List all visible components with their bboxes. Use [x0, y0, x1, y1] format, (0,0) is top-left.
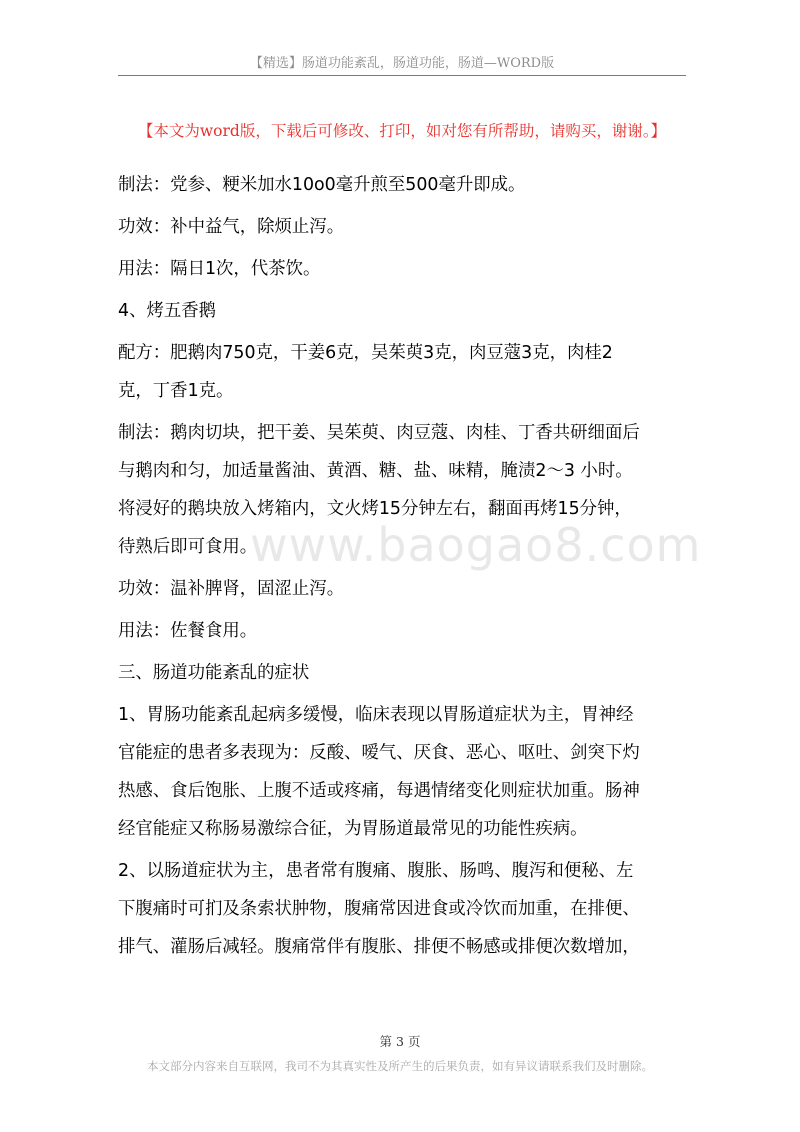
paragraph-line: 克，丁香1克。 [118, 381, 234, 401]
header-title: 【精选】肠道功能紊乱，肠道功能，肠道—WORD版 [249, 56, 555, 71]
watermark: www.baogao8.com [250, 518, 702, 572]
document-body [118, 166, 702, 966]
paragraph-line: 2、以肠道症状为主，患者常有腹痛、腹胀、肠鸣、腹泻和便秘、左 [118, 861, 634, 881]
paragraph-line: 将浸好的鹅块放入烤箱内，文火烤15分钟左右，翻面再烤15分钟， [118, 499, 632, 519]
paragraph-line: 经官能症又称肠易激综合征，为胃肠道最常见的功能性疾病。 [118, 819, 588, 839]
download-notice: 【本文为word版，下载后可修改、打印，如对您有所帮助，请购买，谢谢。】 [137, 122, 667, 140]
paragraph-line: 1、胃肠功能紊乱起病多缓慢，临床表现以胃肠道症状为主，胃神经 [118, 705, 634, 725]
paragraph-line: 排气、灌肠后减轻。腹痛常伴有腹胀、排便不畅感或排便次数增加， [118, 937, 640, 957]
paragraph-line: 用法：佐餐食用。 [118, 621, 258, 641]
paragraph-line: 热感、食后饱胀、上腹不适或疼痛，每遇情绪变化则症状加重。肠神 [118, 781, 640, 801]
paragraph-line: 待熟后即可食用。 [118, 537, 258, 557]
paragraph-line: 制法：鹅肉切块，把干姜、吴茱萸、肉豆蔻、肉桂、丁香共研细面后 [118, 423, 640, 443]
paragraph-line: 下腹痛时可扪及条索状肿物，腹痛常因进食或冷饮而加重，在排便、 [118, 899, 640, 919]
section-heading: 4、烤五香鹅 [118, 301, 217, 321]
paragraph-line: 配方：肥鹅肉750克，干姜6克，吴茱萸3克，肉豆蔻3克，肉桂2 [118, 343, 613, 363]
section-heading: 三、肠道功能紊乱的症状 [118, 663, 310, 683]
page-number: 第 3 页 [379, 1034, 421, 1049]
paragraph-line: 用法：隔日1次，代茶饮。 [118, 259, 321, 279]
paragraph-line: 功效：温补脾肾，固涩止泻。 [118, 579, 345, 599]
header-divider [118, 75, 686, 76]
footer-disclaimer: 本文部分内容来自互联网，我司不为其真实性及所产生的后果负责，如有异议请联系我们及时删除。 [147, 1059, 653, 1073]
paragraph-line: 与鹅肉和匀，加适量酱油、黄酒、糖、盐、味精，腌渍2～3 小时。 [118, 461, 633, 481]
paragraph-line: 官能症的患者多表现为：反酸、嗳气、厌食、恶心、呕吐、剑突下灼 [118, 743, 640, 763]
paragraph-line: 制法：党参、粳米加水10o0毫升煎至500毫升即成。 [118, 175, 526, 195]
paragraph-line: 功效：补中益气，除烦止泻。 [118, 217, 345, 237]
